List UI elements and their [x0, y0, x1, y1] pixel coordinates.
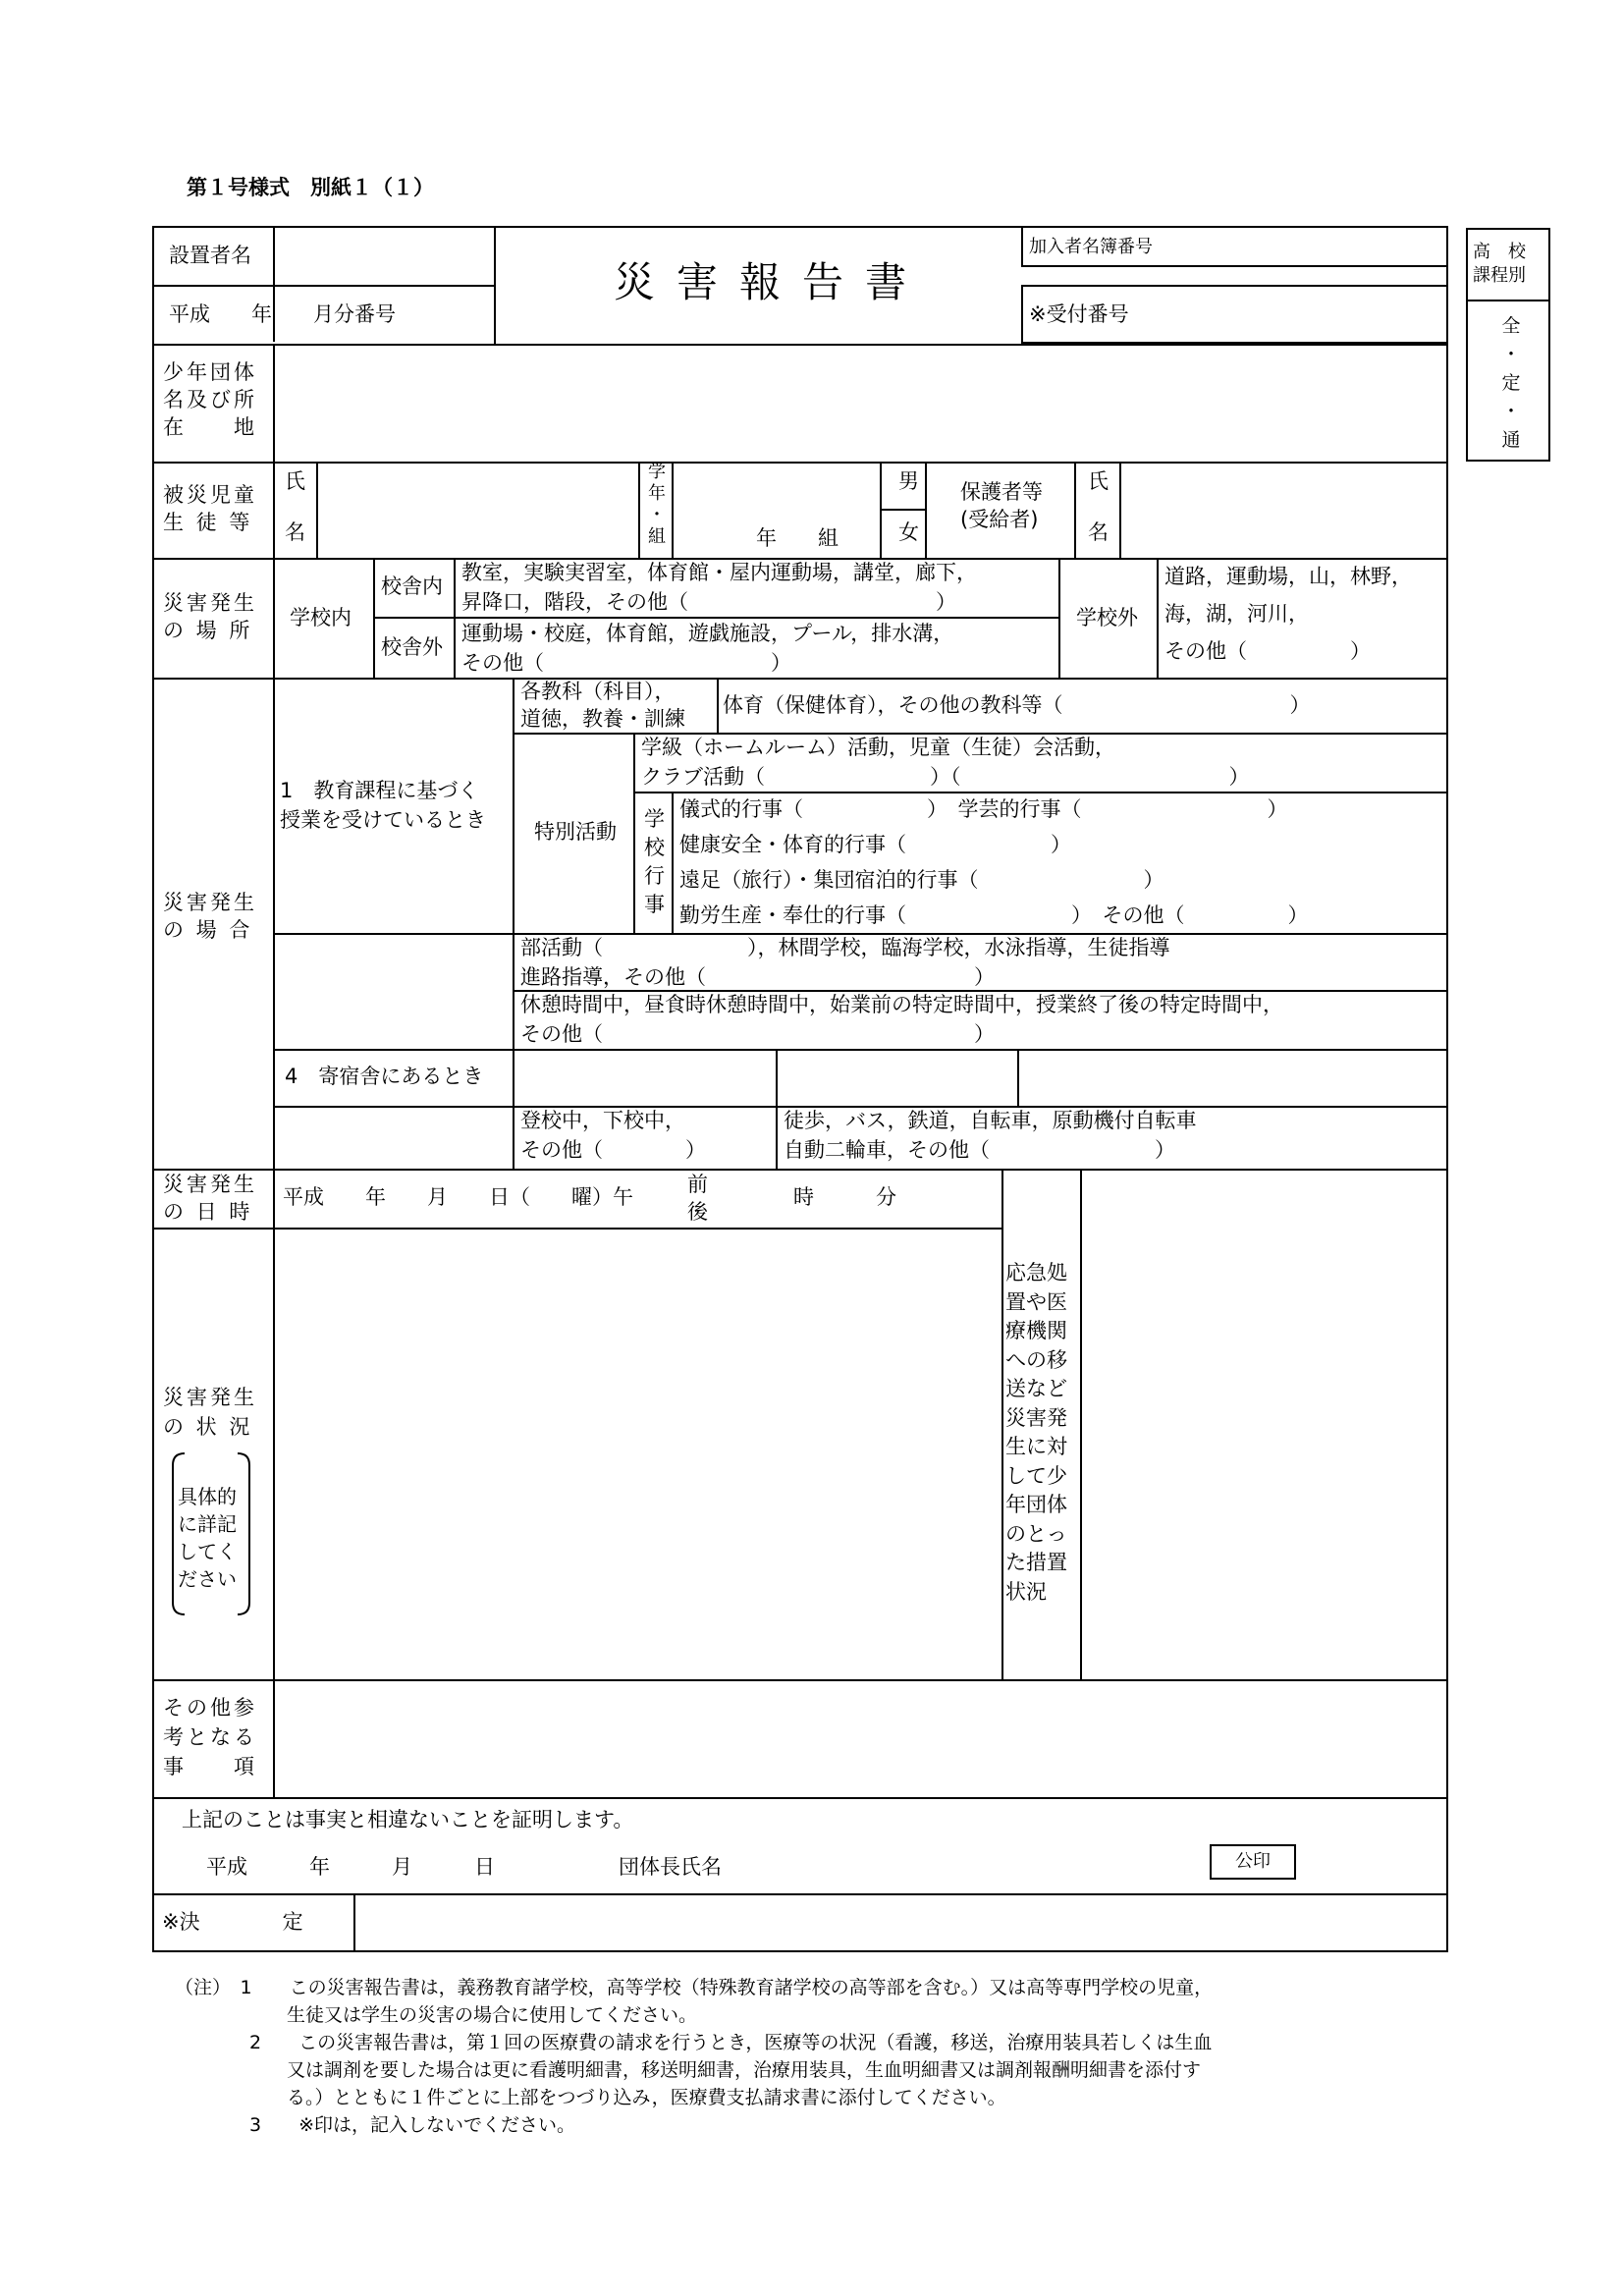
gakkounai-label[interactable]: 学校内 [290, 606, 352, 629]
joukyou-label: 災害発生 の 状 況 [163, 1386, 257, 1439]
shi-label: 氏 [285, 469, 305, 493]
shonen-field[interactable] [277, 348, 1443, 458]
oukyu-field[interactable] [1084, 1173, 1443, 1675]
gakkou-gyouji-options[interactable]: 儀式的行事（ ） 学芸的行事（ ） 健康安全・体育的行事（ ） 遠足（旅行）・集団宿泊的行事（ ） 勤労生産・奉仕的行事（ ） その他（ ） [679, 797, 1309, 927]
gozen-gogo[interactable]: 前 後 [687, 1173, 708, 1224]
ji-fun[interactable]: 時 分 [793, 1185, 896, 1209]
koushagai-label[interactable]: 校舎外 [381, 635, 443, 659]
kouin-label: 公印 [1235, 1851, 1271, 1872]
shoumei-text: 上記のことは事実と相違ないことを証明します。 [182, 1808, 634, 1831]
koukou-label: 高 校 [1473, 242, 1526, 262]
katei-tei[interactable]: 定 [1501, 372, 1521, 394]
katei-tsu[interactable]: 通 [1501, 429, 1521, 451]
gakunen-label: 学 年 ・ 組 [648, 462, 666, 547]
katei-dot: ・ [1501, 344, 1521, 365]
tokubetsu-label: 特別活動 [534, 820, 617, 844]
mei-label: 名 [285, 520, 305, 544]
note-2c: る。）とともに１件ごとに上部をつづり込み，医療費支払請求書に添付してください。 [175, 2087, 1006, 2108]
nichiji-field[interactable]: 平成 年 月 日（ 曜）午 [283, 1185, 633, 1209]
kanyusha-label: 加入者名簿番号 [1029, 237, 1153, 257]
basho-label: 災害発生 の 場 所 [163, 591, 257, 642]
kettei-field[interactable] [357, 1897, 1443, 1948]
kyuukei-option[interactable]: 休憩時間中，昼食時休憩時間中，始業前の特定時間中，授業終了後の特定時間中， その他（ ） [520, 993, 1283, 1046]
shonen-label: 少年団体 名及び所 在 地 [163, 360, 257, 439]
note-2a: 2 この災害報告書は，第１回の医療費の請求を行うとき，医療等の状況（看護，移送，治療用装具若しくは生血 [175, 2032, 1213, 2053]
hogosha-mei: 名 [1088, 520, 1109, 544]
sonota-field[interactable] [277, 1683, 1443, 1793]
child-name-field[interactable] [320, 465, 634, 554]
note-3: 3 ※印は，記入しないでください。 [175, 2114, 576, 2136]
gutaiteki-note: 具体的 に詳記 してく ださい [178, 1485, 237, 1591]
kettei-label: ※決 定 [162, 1910, 303, 1934]
hisai-label: 被災児童 生 徒 等 [163, 483, 257, 534]
sonota-label: その他参 考となる 事 項 [163, 1696, 257, 1778]
document-title: 災害報告書 [614, 258, 929, 306]
hogosha-shi: 氏 [1088, 469, 1109, 493]
koushagai-options[interactable]: 運動場・校庭，体育館，遊戯施設，プール，排水溝， その他（ ） [461, 622, 954, 675]
oukyu-label: 応急処 置や医 療機関 への移 送など 災害発 生に対 して少 年団体 のとっ た措置 状況 [1005, 1261, 1067, 1604]
uketsuke-label: ※受付番号 [1029, 302, 1129, 326]
bukatsu-option[interactable]: 部活動（ ），林間学校，臨海学校，水泳指導，生徒指導 進路指導，その他（ ） [520, 936, 1170, 989]
koushanai-options[interactable]: 教室，実験実習室，体育館・屋内運動場，講堂，廊下， 昇降口，階段，その他（ ） [461, 561, 977, 614]
hogosha-name-field[interactable] [1123, 465, 1443, 554]
form-label: 第１号様式 別紙１（１） [187, 176, 434, 199]
note-2b: 又は調剤を要した場合は更に看護明細書，移送明細書，治療用装具，生血明細書又は調剤報酬明細書を添付す [175, 2059, 1202, 2081]
baai-label: 災害発生 の 場 合 [163, 891, 257, 942]
gakkougai-label[interactable]: 学校外 [1076, 606, 1138, 629]
kakukyouka-label[interactable]: 各教科（科目）， 道徳，教養・訓練 [520, 680, 685, 731]
taiiku-option[interactable]: 体育（保健体育），その他の教科等（ ） [723, 693, 1311, 717]
joukyou-field[interactable] [277, 1231, 998, 1675]
nen-kumi[interactable]: 年 組 [756, 526, 839, 550]
katei-dot: ・ [1501, 401, 1521, 422]
toho-option[interactable]: 徒歩，バス，鉄道，自転車，原動機付自転車 自動二輪車，その他（ ） [784, 1109, 1197, 1162]
note-1a: （注） 1 この災害報告書は，義務教育諸学校，高等学校（特殊教育諸学校の高等部を含む。）又は高等専門学校の児童， [175, 1977, 1214, 1998]
toukou-option[interactable]: 登校中，下校中， その他（ ） [520, 1109, 706, 1162]
onna-option[interactable]: 女 [898, 520, 919, 544]
katei-label: 課程別 [1473, 265, 1526, 286]
katei-zen[interactable]: 全 [1501, 315, 1521, 337]
gakkou-gyouji-label: 学 校 行 事 [644, 807, 665, 916]
gakkyu-option[interactable]: 学級（ホームルーム）活動，児童（生徒）会活動， クラブ活動（ ）（ ） [641, 736, 1250, 789]
gakkougai-options[interactable]: 道路，運動場，山，林野， 海，湖，河川， その他（ ） [1164, 565, 1412, 663]
note-1b: 生徒又は学生の災害の場合に使用してください。 [175, 2004, 698, 2026]
nichiji-label: 災害発生 の 日 時 [163, 1173, 257, 1224]
kyouiku-katei-option[interactable]: 1 教育課程に基づく 授業を受けているとき [280, 779, 486, 832]
koushanai-label[interactable]: 校舎内 [381, 574, 443, 598]
otoko-option[interactable]: 男 [898, 469, 919, 493]
setchisha-field[interactable] [277, 230, 491, 283]
kishukusha-option[interactable]: 4 寄宿舎にあるとき [285, 1065, 484, 1088]
setchisha-label: 設置者名 [169, 244, 251, 267]
heisei-bango-label: 平成 年 月分番号 [169, 302, 396, 326]
sign-line[interactable]: 平成 年 月 日 団体長氏名 [206, 1855, 722, 1879]
hogosha-label: 保護者等 (受給者) [960, 480, 1043, 531]
katei-values[interactable] [1499, 312, 1523, 455]
